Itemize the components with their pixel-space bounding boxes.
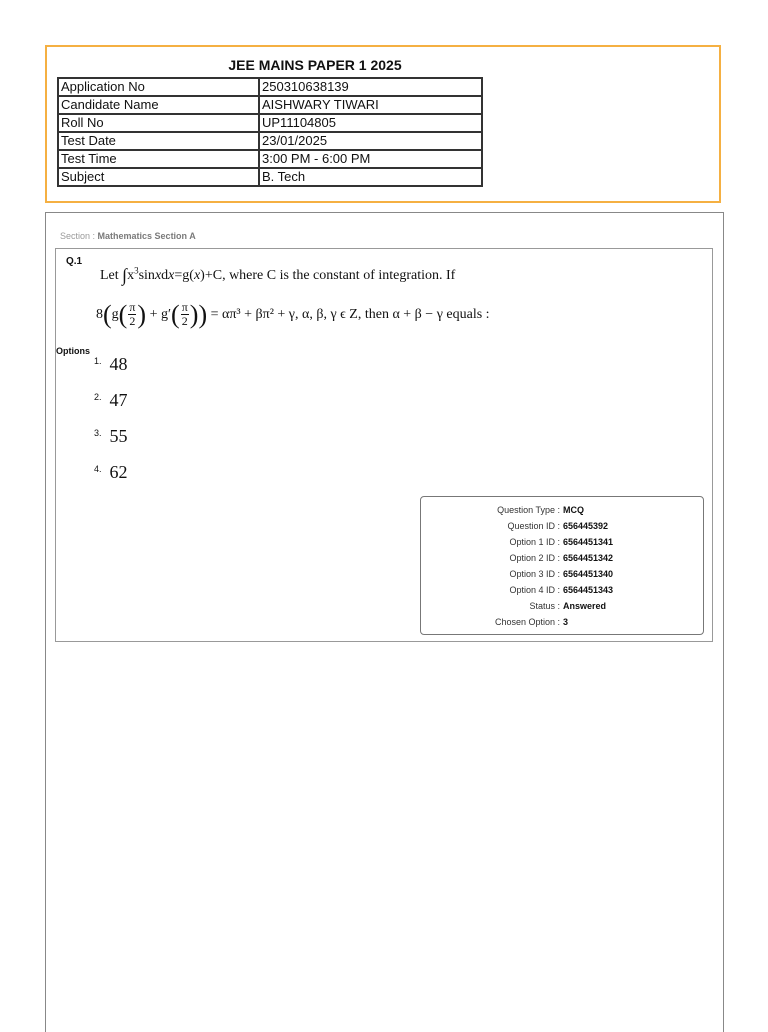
- info-row: [421, 534, 705, 550]
- info-row: [421, 550, 705, 566]
- info-row: [421, 502, 705, 518]
- info-value: MCQ: [563, 505, 584, 515]
- info-value: 3: [563, 617, 569, 627]
- option-value: 55: [109, 426, 128, 446]
- row-value: UP11104805: [259, 114, 482, 132]
- info-label: Question ID :: [507, 521, 560, 531]
- option-value: 48: [109, 354, 128, 374]
- section-prefix: Section :: [60, 231, 98, 241]
- info-label: Option 1 ID :: [509, 537, 560, 547]
- question-line-2-rest: = απ³ + βπ² + γ, α, β, γ ϵ Z, then α + β − γ equals :: [210, 307, 490, 322]
- info-row: [421, 582, 705, 598]
- candidate-header-card: [45, 45, 721, 203]
- info-row: [421, 518, 705, 534]
- row-value: B. Tech: [259, 168, 482, 186]
- info-label: Question Type :: [497, 505, 560, 515]
- info-label: Option 2 ID :: [509, 553, 560, 563]
- options-label: Options: [56, 346, 90, 356]
- row-value: 23/01/2025: [259, 132, 482, 150]
- info-row: [421, 598, 705, 614]
- table-row: [58, 132, 482, 150]
- row-value: AISHWARY TIWARI: [259, 96, 482, 114]
- row-label: Subject: [58, 168, 259, 186]
- row-label: Candidate Name: [58, 96, 259, 114]
- option-number: 1.: [94, 356, 102, 366]
- info-value: 6564451340: [563, 569, 614, 579]
- info-label: Chosen Option :: [494, 617, 560, 627]
- info-row: [421, 566, 705, 582]
- paper-title: JEE MAINS PAPER 1 2025: [228, 57, 402, 73]
- question-line-1-rest: , where C is the constant of integration. If: [222, 268, 456, 283]
- row-value: 3:00 PM - 6:00 PM: [259, 150, 482, 168]
- integral-expression: $\int x^3sinxdx=g(x)+C$: [122, 265, 223, 285]
- option-number: 3.: [94, 428, 102, 438]
- candidate-details-table: [57, 77, 483, 187]
- table-row: [58, 168, 482, 186]
- question-info-box: [420, 496, 704, 635]
- info-value: 6564451342: [563, 553, 614, 563]
- row-label: Application No: [58, 78, 259, 96]
- option-2: [94, 390, 128, 411]
- info-value: 656445392: [563, 521, 609, 531]
- info-row: [421, 614, 705, 630]
- option-value: 47: [109, 390, 128, 410]
- question-let: Let: [100, 268, 119, 283]
- info-value: Answered: [563, 601, 607, 611]
- question-line-1: [100, 265, 455, 286]
- info-label: Option 4 ID :: [509, 585, 560, 595]
- table-row: [58, 114, 482, 132]
- info-label: Option 3 ID :: [509, 569, 560, 579]
- section-name: Mathematics Section A: [97, 231, 196, 241]
- section-label: [60, 231, 196, 241]
- option-number: 2.: [94, 392, 102, 402]
- row-label: Test Time: [58, 150, 259, 168]
- table-row: [58, 96, 482, 114]
- table-row: [58, 150, 482, 168]
- option-3: [94, 426, 128, 447]
- info-label: Status :: [529, 601, 560, 611]
- table-row: [58, 78, 482, 96]
- option-4: [94, 462, 128, 483]
- option-1: [94, 354, 128, 375]
- question-line-2: [96, 300, 490, 330]
- g-expression: 8(g( $\frac{\pi}{2}$ ) + g′( $\frac{\pi}{2}$ )): [96, 300, 208, 329]
- option-value: 62: [109, 462, 128, 482]
- info-value: 6564451341: [563, 537, 614, 547]
- row-value: 250310638139: [259, 78, 482, 96]
- row-label: Roll No: [58, 114, 259, 132]
- info-value: 6564451343: [563, 585, 614, 595]
- row-label: Test Date: [58, 132, 259, 150]
- option-number: 4.: [94, 464, 102, 474]
- question-number: Q.1: [66, 256, 83, 267]
